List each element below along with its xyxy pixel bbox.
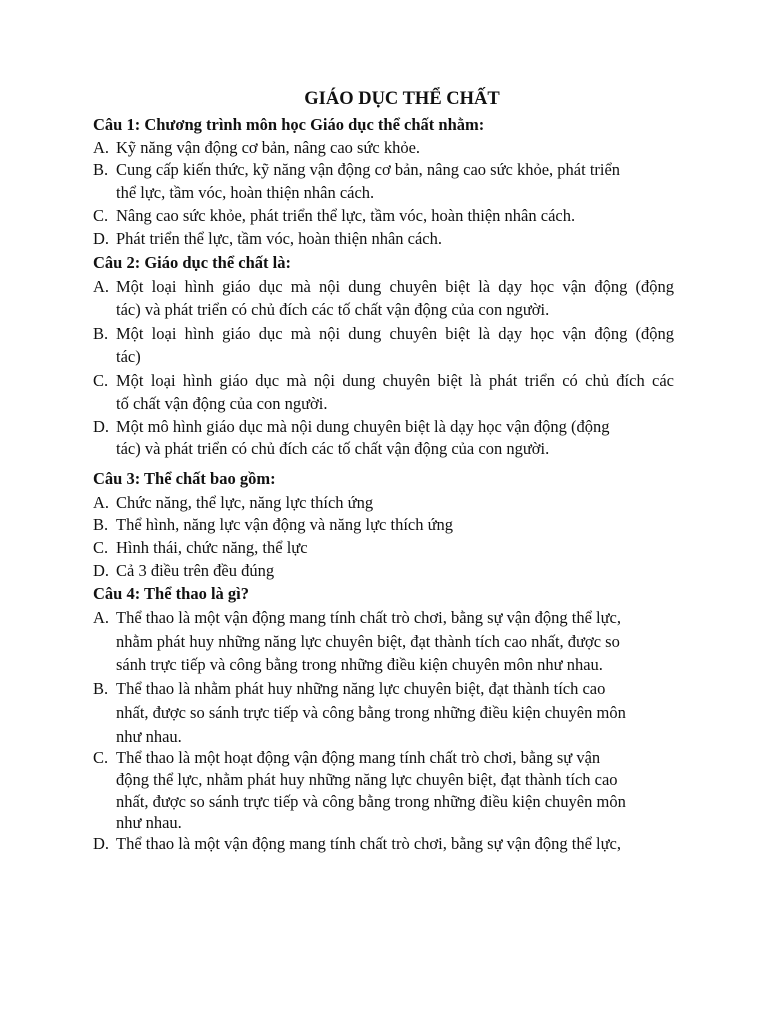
q4-option-c-cont-3: như nhau. [116,813,182,832]
option-label: B. [93,679,109,698]
q4-option-a [93,608,621,628]
option-label: A. [93,493,110,512]
option-label: A. [93,608,110,627]
option-text: Thể thao là một hoạt động vận động mang tính chất trò chơi, bằng sự vận [116,748,601,767]
option-text: Một mô hình giáo dục mà nội dung chuyên biệt là dạy học vận động (động [116,417,610,436]
q3-option-a [93,493,373,513]
option-text: Cả 3 điều trên đều đúng [116,561,275,580]
option-text: Thể thao là một vận động mang tính chất trò chơi, bằng sự vận động thể lực, [116,608,621,627]
option-label: C. [93,538,109,557]
option-label: D. [93,229,110,248]
option-label: C. [93,206,109,225]
option-label: C. [93,371,109,390]
option-text: Thể hình, năng lực vận động và năng lực thích ứng [116,515,454,534]
q4-option-a-cont-1: nhằm phát huy những năng lực chuyên biệt, đạt thành tích cao nhất, được so [116,632,620,651]
question-1: Câu 1: Chương trình môn học Giáo dục thể chất nhằm: [93,115,485,134]
q4-option-d [93,834,621,854]
q3-option-b [93,515,453,535]
question-4: Câu 4: Thể thao là gì? [93,584,250,603]
q2-option-a [93,277,674,297]
option-text: Thể thao là một vận động mang tính chất trò chơi, bằng sự vận động thể lực, [116,834,621,853]
option-label: A. [93,277,110,296]
q3-option-c [93,538,308,558]
option-text: Một loại hình giáo dục mà nội dung chuyên biệt là dạy học vận động (động [116,324,674,343]
q2-option-a-cont: tác) và phát triển có chủ đích các tố chất vận động của con người. [116,300,550,319]
q2-option-b [93,324,674,344]
q1-option-d [93,229,442,249]
q4-option-c [93,748,600,768]
q4-option-c-cont-2: nhất, được so sánh trực tiếp và công bằng trong những điều kiện chuyên môn [116,792,626,811]
q4-option-b-cont-1: nhất, được so sánh trực tiếp và công bằng trong những điều kiện chuyên môn [116,703,626,722]
option-text: Một loại hình giáo dục mà nội dung chuyên biệt là dạy học vận động (động [116,277,674,296]
q4-option-b [93,679,605,699]
page-title: GIÁO DỤC THỂ CHẤT [304,89,500,109]
option-label: D. [93,561,110,580]
option-text: Kỹ năng vận động cơ bản, nâng cao sức khỏe. [116,138,421,157]
q2-option-d [93,417,610,437]
q1-option-a [93,138,420,158]
q4-option-c-cont-1: động thể lực, nhằm phát huy những năng lực chuyên biệt, đạt thành tích cao [116,770,618,789]
question-3: Câu 3: Thể chất bao gồm: [93,469,276,488]
q4-option-b-cont-2: như nhau. [116,727,182,746]
q1-option-b-cont: thể lực, tầm vóc, hoàn thiện nhân cách. [116,183,375,202]
q2-option-c [93,371,674,391]
q3-option-d [93,561,274,581]
option-label: D. [93,834,110,853]
option-label: C. [93,748,109,767]
option-text: Thể thao là nhằm phát huy những năng lực chuyên biệt, đạt thành tích cao [116,679,606,698]
q2-option-b-cont: tác) [116,347,141,366]
question-2: Câu 2: Giáo dục thể chất là: [93,253,291,272]
option-label: B. [93,515,109,534]
option-text: Hình thái, chức năng, thể lực [116,538,308,557]
option-text: Phát triển thể lực, tầm vóc, hoàn thiện nhân cách. [116,229,443,248]
option-text: Cung cấp kiến thức, kỹ năng vận động cơ bản, nâng cao sức khỏe, phát triển [116,160,621,179]
option-label: B. [93,324,109,343]
option-label: B. [93,160,109,179]
option-label: A. [93,138,110,157]
q2-option-d-cont: tác) và phát triển có chủ đích các tố chất vận động của con người. [116,439,550,458]
q1-option-b [93,160,620,180]
option-text: Chức năng, thể lực, năng lực thích ứng [116,493,374,512]
option-text: Nâng cao sức khỏe, phát triển thể lực, tầm vóc, hoàn thiện nhân cách. [116,206,576,225]
q2-option-c-cont: tố chất vận động của con người. [116,394,328,413]
option-text: Một loại hình giáo dục mà nội dung chuyên biệt là phát triển có chủ đích các [116,371,674,390]
option-label: D. [93,417,110,436]
q1-option-c [93,206,575,226]
q4-option-a-cont-2: sánh trực tiếp và công bằng trong những điều kiện chuyên môn như nhau. [116,655,603,674]
